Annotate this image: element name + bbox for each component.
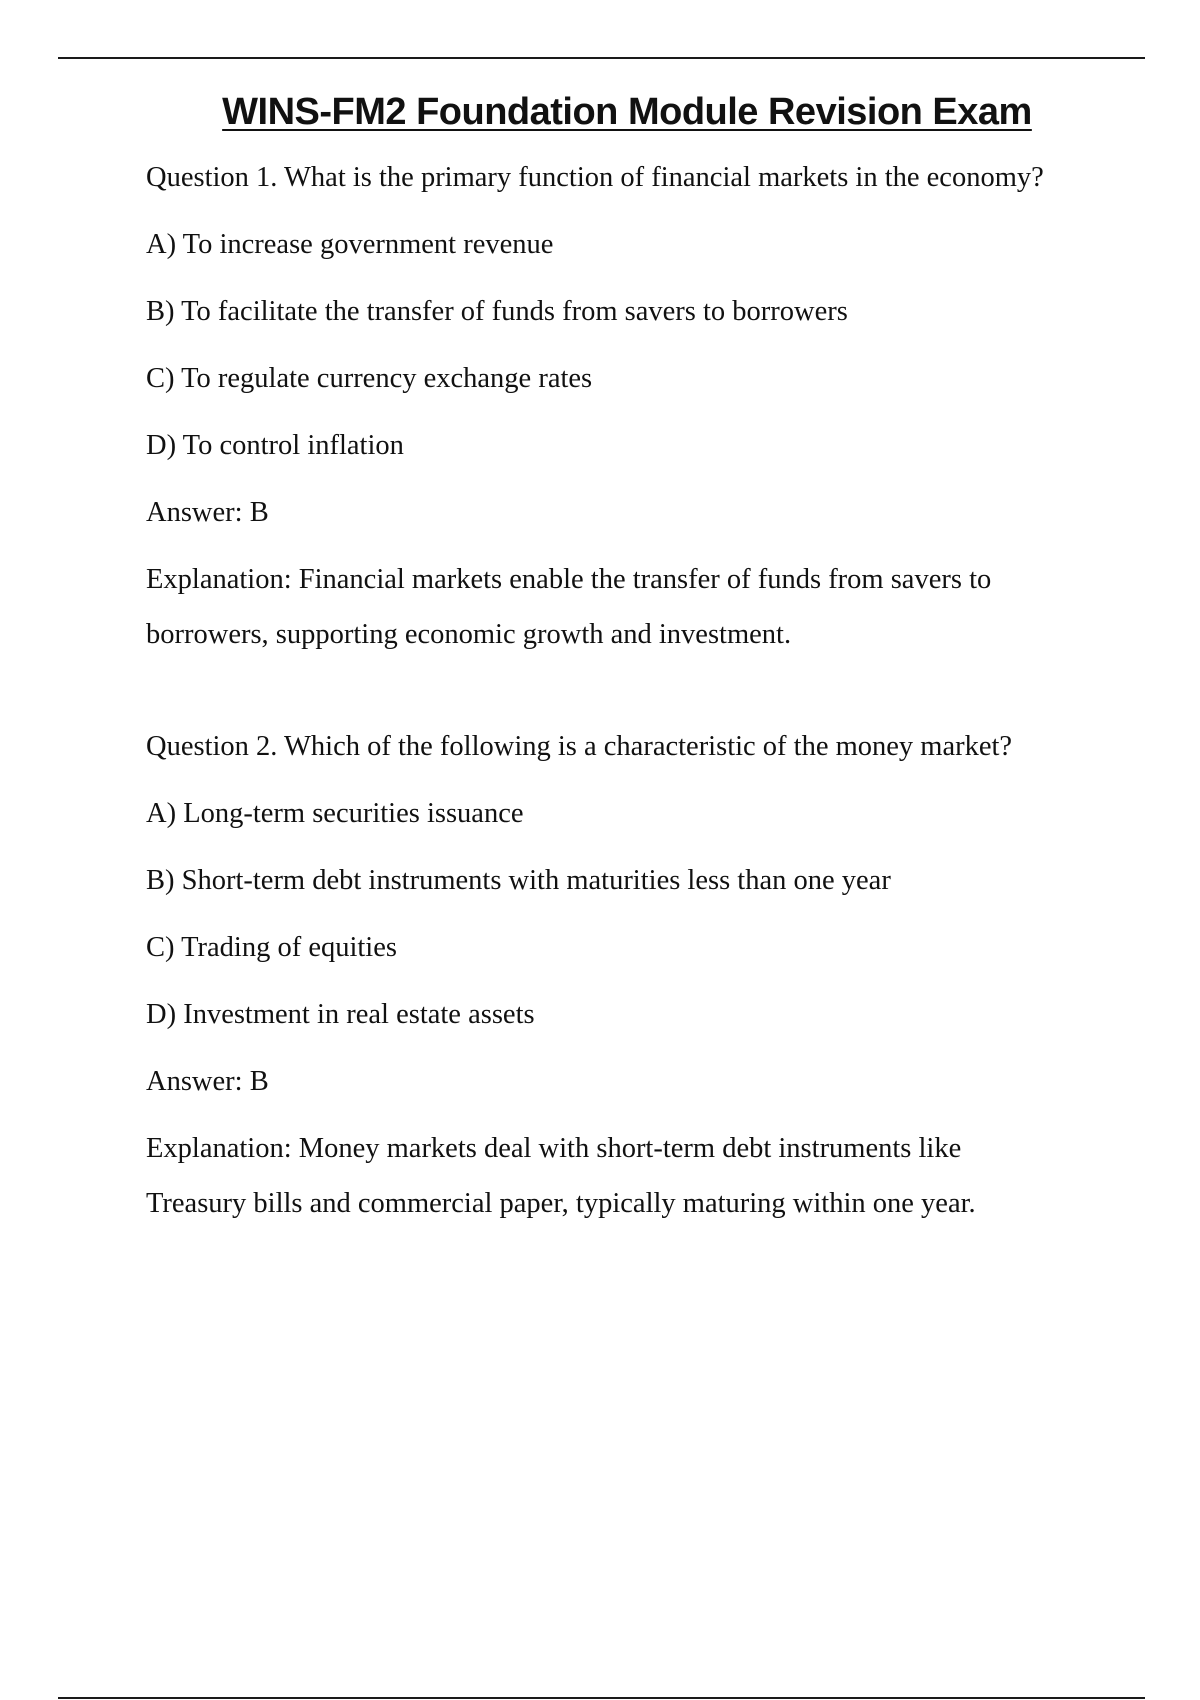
question-block-2 — [146, 719, 1046, 1231]
top-divider — [58, 57, 1145, 59]
explanation: Explanation: Financial markets enable the transfer of funds from savers to borrowers, supporting economic growth and investment. — [146, 564, 992, 650]
option-a: A) Long-term securities issuance — [146, 798, 524, 829]
option-d: D) Investment in real estate assets — [146, 999, 535, 1030]
question-text: Question 1. What is the primary function of financial markets in the economy? — [146, 162, 1044, 193]
option-a: A) To increase government revenue — [146, 229, 554, 260]
option-b: B) To facilitate the transfer of funds from savers to borrowers — [146, 296, 848, 327]
question-block-1 — [146, 150, 1046, 662]
option-b: B) Short-term debt instruments with maturities less than one year — [146, 865, 891, 896]
document-body — [146, 150, 1046, 1231]
option-c: C) To regulate currency exchange rates — [146, 363, 593, 394]
explanation: Explanation: Money markets deal with short-term debt instruments like Treasury bills and commercial paper, typically maturing within one year. — [146, 1133, 976, 1219]
question-text: Question 2. Which of the following is a characteristic of the money market? — [146, 731, 1013, 762]
document-title: WINS-FM2 Foundation Module Revision Exam — [222, 91, 1032, 133]
bottom-divider — [58, 1697, 1145, 1699]
option-d: D) To control inflation — [146, 430, 404, 461]
answer: Answer: B — [146, 497, 269, 528]
answer: Answer: B — [146, 1066, 269, 1097]
option-c: C) Trading of equities — [146, 932, 397, 963]
